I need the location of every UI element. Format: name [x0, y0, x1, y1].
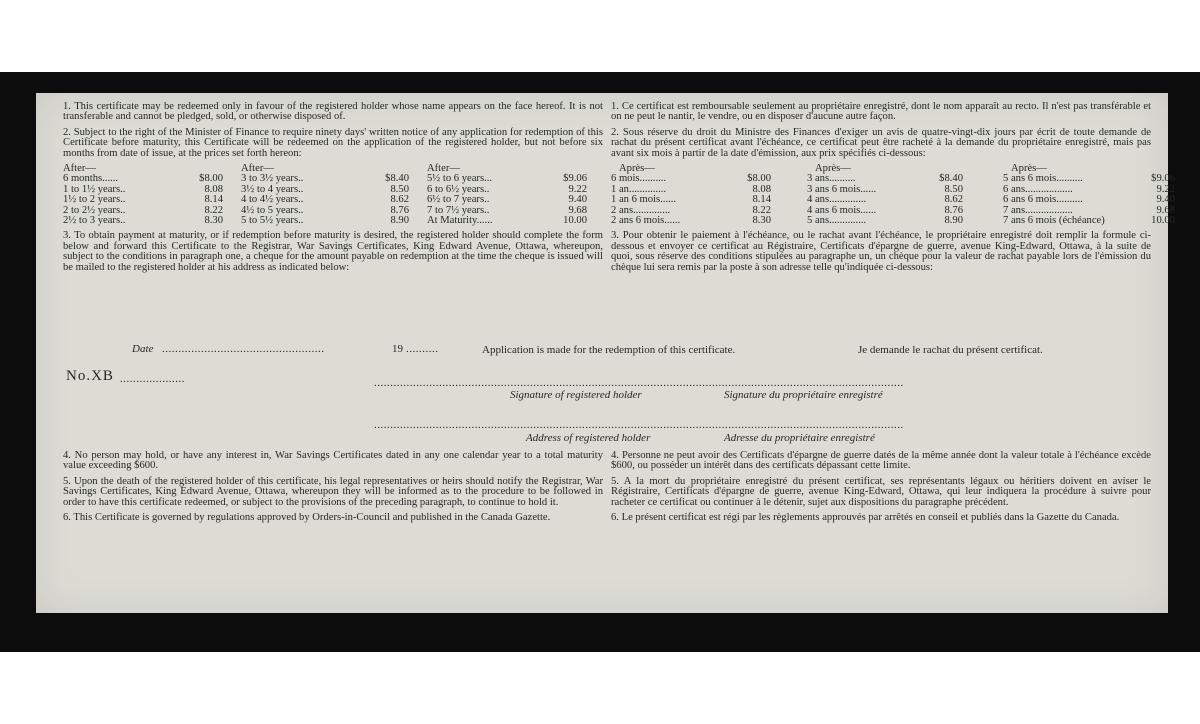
- price: 8.76: [944, 204, 963, 216]
- price: 8.50: [944, 183, 963, 195]
- term: 5½ to 6 years...: [427, 173, 493, 185]
- price-column-header: Après—: [815, 163, 851, 175]
- price: 8.30: [752, 215, 771, 227]
- term: 1 an 6 mois......: [611, 194, 677, 206]
- price-row: [1003, 216, 1175, 226]
- term: 6½ to 7 years..: [427, 194, 490, 206]
- price-row: [63, 216, 223, 226]
- term: 3 to 3½ years..: [241, 173, 304, 185]
- fr-paragraph-5: 5. A la mort du propriétaire enregistré du présent certificat, ses représentants légaux ou héritiers doivent en aviser le Régistraire, Certificats d'épargne de guerre, avenue King-Edward, Ottawa, qui leur indiquera la procédure à suivre pour racheter ce certificat ou continuer à le détenir, sujet aux dispositions du paragraphe précédent.: [611, 475, 1151, 508]
- price: 9.68: [568, 204, 587, 216]
- year-field[interactable]: ..........: [406, 343, 439, 355]
- term: 4 ans..............: [807, 194, 867, 206]
- price: 8.62: [390, 194, 409, 206]
- price-row: [427, 216, 587, 226]
- en-price-column: [63, 164, 223, 226]
- term: 1 an..............: [611, 183, 667, 195]
- price: $9.06: [563, 173, 587, 185]
- term: 6 mois..........: [611, 173, 667, 185]
- term: 3 ans 6 mois......: [807, 183, 877, 195]
- term: 5 ans 6 mois..........: [1003, 173, 1083, 185]
- term: 1½ to 2 years..: [63, 194, 126, 206]
- en-price-column: [427, 164, 587, 226]
- english-conditions-lower: [63, 451, 603, 528]
- en-paragraph-5: 5. Upon the death of the registered holder of this certificate, his legal representatives or heirs should notify the Registrar, War Savings Certificates, King Edward Avenue, Ottawa, whereupon they will be informed as to the procedure to be followed in order to have this certificate redeemed, or subject to the provisions of the preceding paragraph, to continue to hold it.: [63, 475, 603, 508]
- address-label-fr: Adresse du propriétaire enregistré: [724, 432, 875, 444]
- term: 7 to 7½ years..: [427, 204, 490, 216]
- price: $8.00: [199, 173, 223, 185]
- en-price-column: [241, 164, 409, 226]
- price: 8.08: [752, 183, 771, 195]
- price: 8.14: [204, 194, 223, 206]
- address-line[interactable]: ...................................................................................................................................................................: [374, 419, 904, 431]
- term: 3 ans..........: [807, 173, 856, 185]
- term: 6 ans..................: [1003, 183, 1073, 195]
- term: 6 ans 6 mois..........: [1003, 194, 1083, 206]
- price-column-header: Après—: [619, 163, 655, 175]
- fr-paragraph-4: 4. Personne ne peut avoir des Certificats d'épargne de guerre datés de la même année dont la valeur totale à l'échéance excède $600, ou posséder un intérêt dans des certificats dépassant cette limite.: [611, 450, 1151, 472]
- term: At Maturity......: [427, 215, 493, 227]
- price-row: [241, 216, 409, 226]
- price: 8.90: [390, 215, 409, 227]
- term: 2 ans..............: [611, 204, 671, 216]
- price: 8.14: [752, 194, 771, 206]
- fr-price-column: [807, 164, 963, 226]
- signature-label-fr: Signature du propriétaire enregistré: [724, 389, 883, 401]
- certificate-number-field[interactable]: ....................: [120, 373, 185, 385]
- fr-price-table: [611, 163, 1175, 227]
- certificate-number-label: No.XB: [66, 368, 114, 384]
- price-row: [807, 216, 963, 226]
- date-field[interactable]: ..................................................: [162, 343, 325, 355]
- term: 6 to 6½ years..: [427, 183, 490, 195]
- fr-paragraph-1: 1. Ce certificat est remboursable seulement au propriétaire enregistré, dont le nom apparaît au recto. Il n'est pas transférable et on ne peut le nantir, le vendre, ou en disposer d'aucune autre façon.: [611, 101, 1151, 123]
- en-paragraph-3: 3. To obtain payment at maturity, or if redemption before maturity is desired, the registered holder should complete the form below and forward this Certificate to the Registrar, War Savings Certificates, King Edward Avenue, Ottawa, whereupon, subject to the conditions in paragraph one, a cheque for the amount payable on redemption at the time the cheque is issued will be mailed to the registered holder at his address as indicated below:: [63, 230, 603, 273]
- french-conditions-lower: [611, 451, 1151, 528]
- term: 2 to 2½ years..: [63, 204, 126, 216]
- term: 5 ans..............: [807, 215, 867, 227]
- price: $8.40: [385, 173, 409, 185]
- price-column-header: After—: [63, 163, 96, 175]
- price: 8.90: [944, 215, 963, 227]
- en-paragraph-6: 6. This Certificate is governed by regulations approved by Orders-in-Council and published in the Canada Gazette.: [63, 512, 551, 524]
- price: 9.68: [1156, 204, 1175, 216]
- price: 8.62: [944, 194, 963, 206]
- price: 10.00: [563, 215, 587, 227]
- term: 1 to 1½ years..: [63, 183, 126, 195]
- en-paragraph-1: 1. This certificate may be redeemed only in favour of the registered holder whose name appears on the face hereof. It is not transferable and cannot be pledged, sold, or otherwise disposed of.: [63, 101, 603, 123]
- address-label-en: Address of registered holder: [526, 432, 651, 444]
- signature-line[interactable]: ...................................................................................................................................................................: [374, 377, 904, 389]
- price: 10.00: [1151, 215, 1175, 227]
- term: 2 ans 6 mois......: [611, 215, 681, 227]
- en-price-table: [63, 164, 603, 226]
- term: 4 ans 6 mois......: [807, 204, 877, 216]
- fr-paragraph-3: 3. Pour obtenir le paiement à l'échéance, ou le rachat avant l'échéance, le propriétaire enregistré doit remplir la formule ci-dessous et envoyer ce certificat au Régistraire, Certificats d'épargne de guerre, avenue King-Edward, Ottawa, à la suite de quoi, sous réserve des conditions stipulées au paragraphe un, un chèque pour la valeur de rachat payable lors de l'émission du chèque lui sera remis par la poste à son adresse telle qu'indiquée ci-dessous:: [611, 230, 1151, 273]
- price: $8.40: [939, 173, 963, 185]
- term: 7 ans 6 mois (échéance): [1003, 215, 1105, 227]
- fr-price-column: [1003, 164, 1175, 226]
- term: 5 to 5½ years..: [241, 215, 304, 227]
- english-conditions: [63, 102, 603, 278]
- price: 9.40: [568, 194, 587, 206]
- en-paragraph-4: 4. No person may hold, or have any interest in, War Savings Certificates dated in any one calendar year to a total maturity value exceeding $600.: [63, 450, 603, 472]
- application-fr: Je demande le rachat du présent certificat.: [858, 344, 1043, 356]
- term: 4 to 4½ years..: [241, 194, 304, 206]
- application-en: Application is made for the redemption of this certificate.: [482, 344, 736, 356]
- year-prefix: 19: [392, 343, 403, 355]
- price: $8.00: [747, 173, 771, 185]
- fr-paragraph-2: 2. Sous réserve du droit du Ministre des Finances d'exiger un avis de quatre-vingt-dix jours par écrit de toute demande de rachat du présent certificat avant l'échéance, ce certificat peut être racheté à la demande du propriétaire enregistré, mais pas avant six mois à partir de la date d'émission, aux prix spécifiés ci-dessous:: [611, 126, 1151, 159]
- price: $9.06: [1151, 173, 1175, 185]
- price: 9.40: [1156, 194, 1175, 206]
- price-column-header: After—: [241, 163, 274, 175]
- date-label: Date: [132, 343, 154, 355]
- french-conditions: [611, 101, 1175, 278]
- certificate-back: [36, 93, 1175, 613]
- fr-price-column: [611, 164, 771, 226]
- price-row: [611, 216, 771, 226]
- fr-paragraph-6: 6. Le présent certificat est régi par les règlements approuvés par arrêtés en conseil et publiés dans la Gazette du Canada.: [611, 512, 1120, 524]
- price-column-header: After—: [427, 163, 460, 175]
- term: 3½ to 4 years..: [241, 183, 304, 195]
- term: 7 ans..................: [1003, 204, 1073, 216]
- price: 8.76: [390, 204, 409, 216]
- price: 8.22: [204, 204, 223, 216]
- term: 4½ to 5 years..: [241, 204, 304, 216]
- price: 8.30: [204, 215, 223, 227]
- signature-label-en: Signature of registered holder: [510, 389, 642, 401]
- price: 9.22: [568, 183, 587, 195]
- price-column-header: Après—: [1011, 163, 1047, 175]
- price: 9.22: [1156, 183, 1175, 195]
- term: 2½ to 3 years..: [63, 215, 126, 227]
- term: 6 months......: [63, 173, 119, 185]
- price: 8.22: [752, 204, 771, 216]
- en-paragraph-2: 2. Subject to the right of the Minister of Finance to require ninety days' written notice of any application for redemption of this Certificate before maturity, this Certificate will be redeemed on the application of the registered holder, but not before six months from date of issue, at the prices set forth hereon:: [63, 126, 603, 159]
- price: 8.50: [390, 183, 409, 195]
- redemption-form: [36, 343, 1168, 453]
- price: 8.08: [204, 183, 223, 195]
